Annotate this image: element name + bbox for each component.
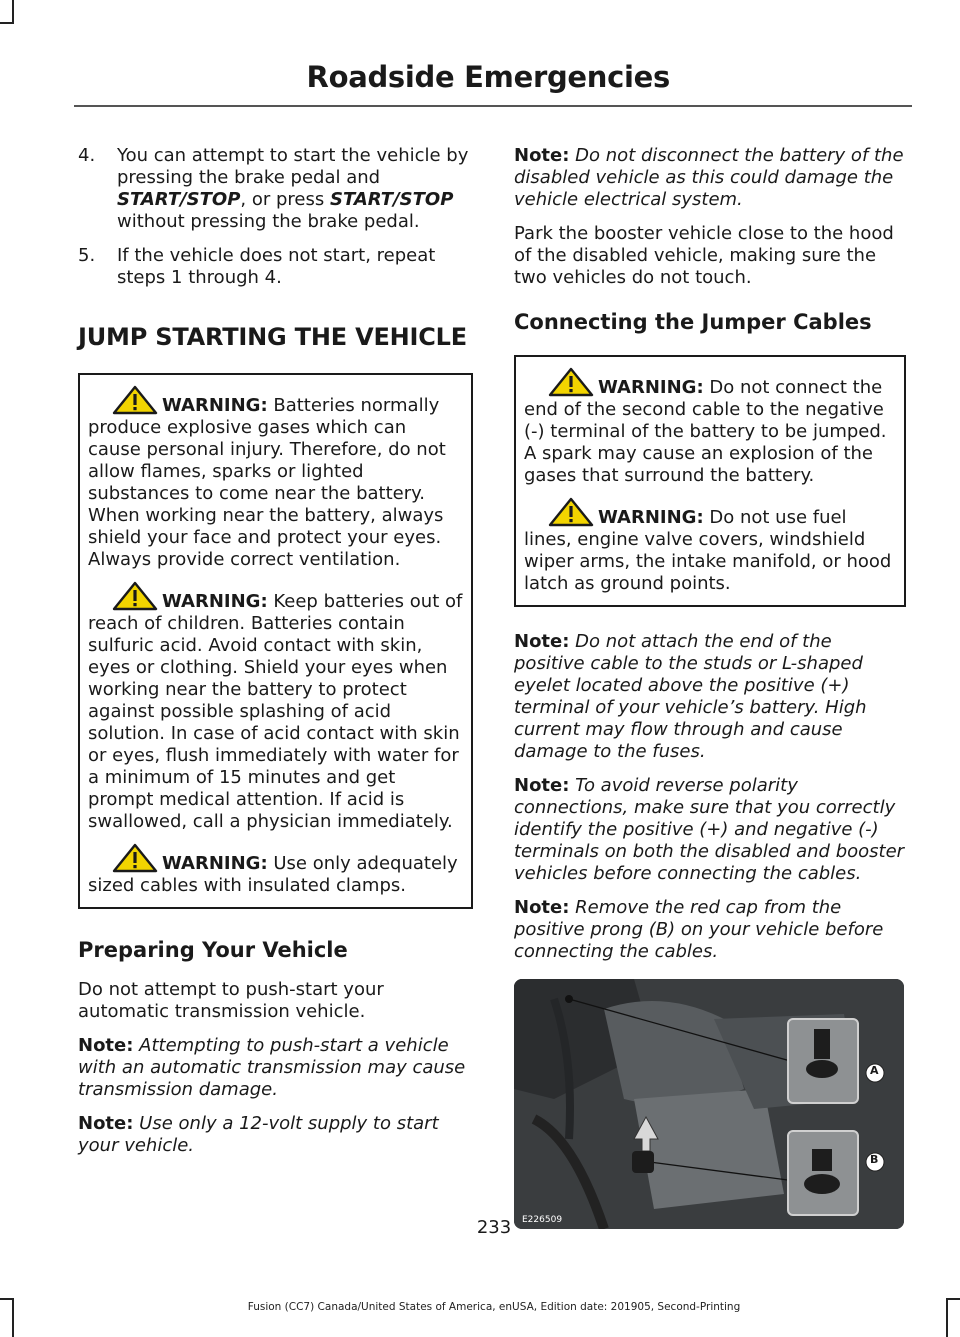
- crop-mark: [0, 1298, 14, 1300]
- note-label: Note:: [514, 897, 570, 918]
- body-paragraph: Park the booster vehicle close to the hood of the disabled vehicle, making sure the two vehicles do not touch.: [514, 223, 894, 288]
- step-number: 4.: [78, 145, 96, 166]
- warning-paragraph: [88, 581, 463, 833]
- step-text: You can attempt to start the vehicle by pressing the brake pedal and: [117, 145, 469, 188]
- page-header-title: Roadside Emergencies: [306, 60, 670, 94]
- note-text: Use only a 12-volt supply to start your vehicle.: [78, 1113, 439, 1156]
- note-label: Note:: [514, 145, 570, 166]
- warning-paragraph: [524, 367, 896, 487]
- note-text: Do not attach the end of the positive cable to the studs or L-shaped eyelet located above the positive (+) terminal of your vehicle’s battery. High current may flow through and cause damage to the fuses.: [514, 631, 867, 762]
- warning-paragraph: [524, 497, 896, 595]
- note-paragraph: [514, 145, 906, 211]
- note-paragraph: [78, 1113, 473, 1157]
- step-list: [78, 145, 473, 289]
- warning-triangle-icon: [112, 385, 158, 415]
- header-divider: [74, 105, 912, 107]
- crop-mark: [946, 1298, 960, 1300]
- crop-mark: [0, 22, 14, 24]
- note-label: Note:: [78, 1035, 134, 1056]
- note-text: To avoid reverse polarity connections, make sure that you correctly identify the positive (+) and negative (-) terminals on both the disabled and booster vehicles before connecting the cables.: [514, 775, 905, 884]
- list-item: [78, 245, 473, 289]
- engine-bay-drawing: [514, 979, 904, 1229]
- warning-triangle-icon: [548, 367, 594, 397]
- warning-text: Do not connect the end of the second cable to the negative (-) terminal of the battery to be jumped. A spark may cause an explosion of the gases that surround the battery.: [524, 377, 887, 486]
- warning-label: WARNING:: [162, 395, 268, 416]
- warning-triangle-icon: [112, 843, 158, 873]
- start-stop-label: START/STOP: [329, 189, 454, 210]
- list-item: [78, 145, 473, 233]
- warning-box: [78, 373, 473, 909]
- warning-paragraph: [88, 385, 463, 571]
- right-column: [514, 145, 906, 1229]
- figure-code: E226509: [522, 1215, 563, 1225]
- note-text: Attempting to push-start a vehicle with an automatic transmission may cause transmission damage.: [78, 1035, 466, 1100]
- warning-label: WARNING:: [162, 853, 268, 874]
- warning-text: Batteries normally produce explosive gases which can cause personal injury. Therefore, do not allow flames, sparks or lighted substances to come near the battery. When working near the battery, always shield your face and protect your eyes. Always provide correct ventilation.: [88, 395, 446, 570]
- note-paragraph: [514, 897, 906, 963]
- warning-triangle-icon: [112, 581, 158, 611]
- note-text: Remove the red cap from the positive prong (B) on your vehicle before connecting the cables.: [514, 897, 884, 962]
- left-column: [78, 145, 473, 1169]
- body-paragraph: Do not attempt to push-start your automatic transmission vehicle.: [78, 979, 384, 1022]
- warning-text: Keep batteries out of reach of children. Batteries contain sulfuric acid. Avoid contact with skin, eyes or clothing. Shield your eyes when working near the battery to protect against possible splashing of acid solution. In case of acid contact with skin or eyes, flush immediately with water for a minimum of 15 minutes and get prompt medical attention. If acid is swallowed, call a physician immediately.: [88, 591, 463, 832]
- note-paragraph: [514, 775, 906, 885]
- crop-mark: [12, 0, 14, 22]
- warning-label: WARNING:: [598, 507, 704, 528]
- page-number: 233: [476, 1217, 512, 1238]
- step-number: 5.: [78, 245, 96, 266]
- step-text: without pressing the brake pedal.: [117, 211, 420, 232]
- note-label: Note:: [514, 775, 570, 796]
- section-title: JUMP STARTING THE VEHICLE: [78, 323, 467, 351]
- page-footer: Fusion (CC7) Canada/United States of America, enUSA, Edition date: 201905, Second-Printing: [247, 1301, 741, 1313]
- note-label: Note:: [78, 1113, 134, 1134]
- note-paragraph: [514, 631, 906, 763]
- subsection-title: Connecting the Jumper Cables: [514, 310, 872, 334]
- step-text: If the vehicle does not start, repeat steps 1 through 4.: [117, 245, 436, 288]
- note-label: Note:: [514, 631, 570, 652]
- warning-label: WARNING:: [598, 377, 704, 398]
- callout-label-b: B: [870, 1153, 879, 1166]
- warning-label: WARNING:: [162, 591, 268, 612]
- note-paragraph: [78, 1035, 473, 1101]
- start-stop-label: START/STOP: [117, 189, 241, 210]
- warning-triangle-icon: [548, 497, 594, 527]
- note-text: Do not disconnect the battery of the disabled vehicle as this could damage the vehicle electrical system.: [514, 145, 904, 210]
- warning-text: Do not use fuel lines, engine valve covers, windshield wiper arms, the intake manifold, or hood latch as ground points.: [524, 507, 892, 594]
- warning-box: [514, 355, 906, 607]
- step-text: , or press: [240, 189, 330, 210]
- subsection-title: Preparing Your Vehicle: [78, 938, 348, 962]
- warning-paragraph: [88, 843, 463, 897]
- battery-illustration: [514, 979, 904, 1229]
- callout-label-a: A: [870, 1064, 879, 1077]
- warning-text: Use only adequately sized cables with insulated clamps.: [88, 853, 458, 896]
